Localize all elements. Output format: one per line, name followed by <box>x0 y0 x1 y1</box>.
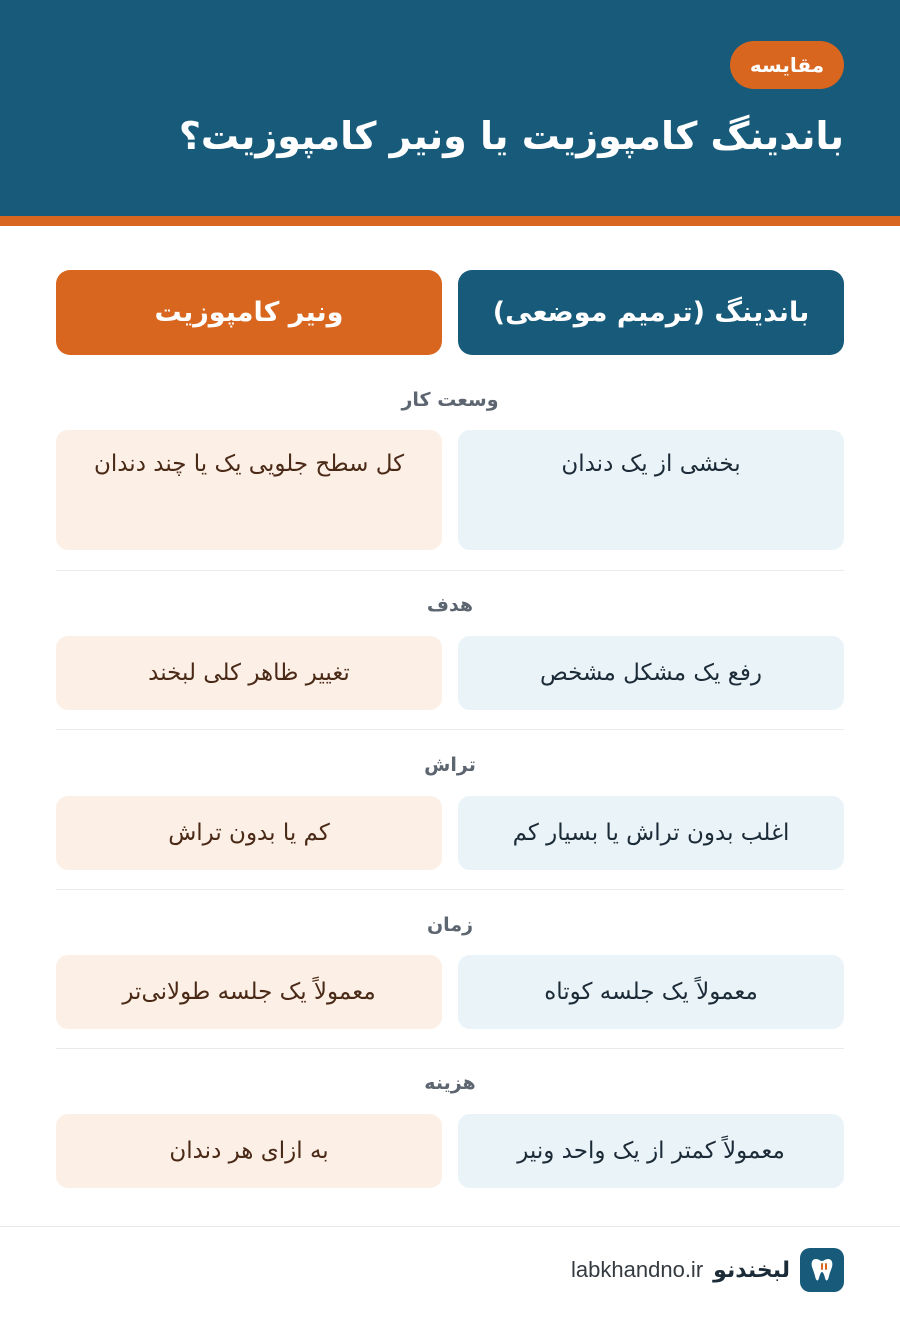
row-divider <box>56 729 844 730</box>
bonding-cell-cost: معمولاً کمتر از یک واحد ونیر <box>458 1114 844 1188</box>
row-label-scope: وسعت کار <box>401 389 499 411</box>
veneer-cell-cost: به ازای هر دندان <box>56 1114 442 1188</box>
footer-divider <box>0 1226 900 1227</box>
row-label-goal: هدف <box>426 594 474 616</box>
row-divider <box>56 570 844 571</box>
column-header-veneer: ونیر کامپوزیت <box>56 270 442 355</box>
bonding-cell-scope: بخشی از یک دندان <box>458 430 844 550</box>
row-divider <box>56 1048 844 1049</box>
brand-url[interactable]: labkhandno.ir <box>571 1257 704 1282</box>
bonding-cell-prep: اغلب بدون تراش یا بسیار کم <box>458 796 844 870</box>
bonding-cell-time: معمولاً یک جلسه کوتاه <box>458 955 844 1029</box>
brand[interactable] <box>571 1248 844 1292</box>
row-label-prep: تراش <box>424 754 476 776</box>
row-label-time: زمان <box>426 914 474 936</box>
tooth-icon <box>800 1248 844 1292</box>
bonding-cell-goal: رفع یک مشکل مشخص <box>458 636 844 710</box>
column-header-bonding: باندینگ (ترمیم موضعی) <box>458 270 844 355</box>
row-label-cost: هزینه <box>424 1072 476 1094</box>
category-tag: مقایسه <box>730 41 844 89</box>
row-divider <box>56 889 844 890</box>
page-title: باندینگ کامپوزیت یا ونیر کامپوزیت؟ <box>178 114 844 158</box>
header-accent-stripe <box>0 216 900 226</box>
veneer-cell-prep: کم یا بدون تراش <box>56 796 442 870</box>
veneer-cell-time: معمولاً یک جلسه طولانی‌تر <box>56 955 442 1029</box>
veneer-cell-goal: تغییر ظاهر کلی لبخند <box>56 636 442 710</box>
veneer-cell-scope: کل سطح جلویی یک یا چند دندان <box>56 430 442 550</box>
brand-name: لبخندنو <box>713 1257 790 1283</box>
